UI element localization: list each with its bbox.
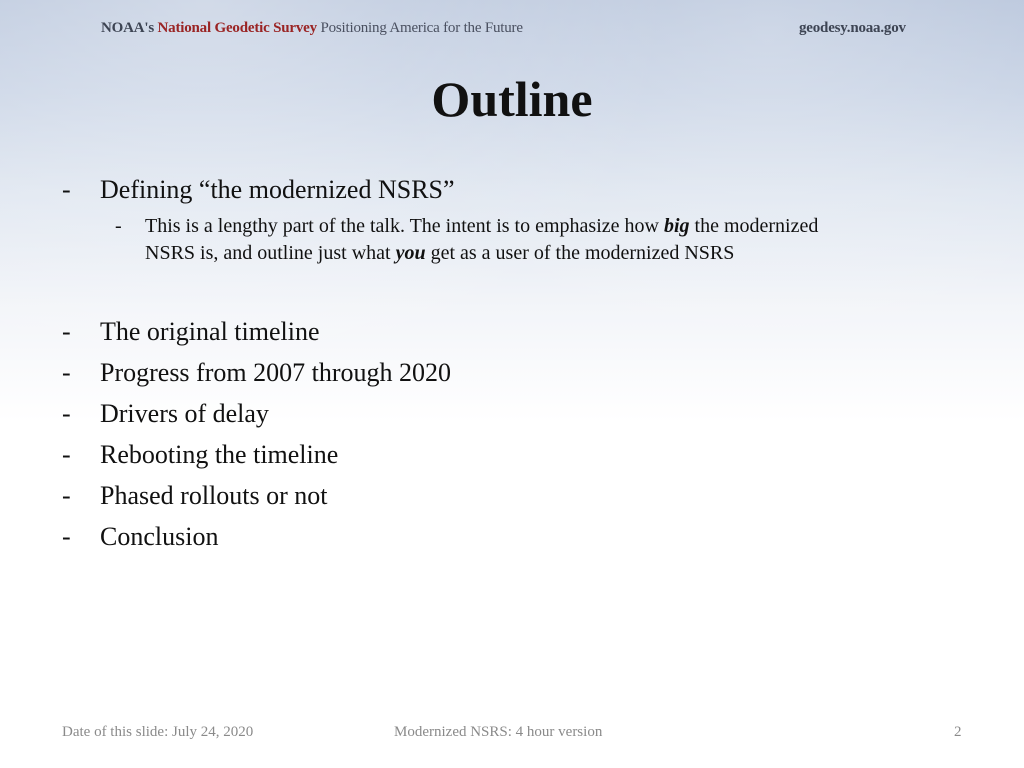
bullet: - [62,358,71,387]
outline-subitem [115,213,818,267]
outline-item [62,481,328,511]
bullet: - [62,175,71,204]
bullet: - [62,440,71,469]
bullet: - [62,522,71,551]
outline-item [62,317,320,347]
bullet: - [62,317,71,346]
header-tagline: Positioning America for the Future [320,20,523,36]
outline-item [62,440,338,470]
sub-text: This is a lengthy part of the talk. The intent is to emphasize how [145,215,664,237]
sub-emphasis: you [395,242,426,264]
header-banner [101,20,523,37]
bullet: - [62,481,71,510]
outline-item [62,399,269,429]
header-noaa: NOAA's [101,20,154,36]
item-label: Defining “the modernized NSRS” [100,175,455,204]
item-label: Phased rollouts or not [100,481,328,510]
bullet: - [62,399,71,428]
header-url [799,20,906,37]
sub-emphasis: big [663,215,690,237]
sub-text: NSRS is, and outline just what [145,242,396,264]
outline-item [62,522,218,552]
footer-date: Date of this slide: July 24, 2020 [62,724,254,740]
header-url-text: geodesy.noaa.gov [799,20,906,36]
header-ngs: National Geodetic Survey [157,20,317,36]
slide-title: Outline [431,71,593,127]
item-label: Conclusion [100,522,219,551]
item-label: Rebooting the timeline [100,440,339,469]
outline-item [62,175,455,205]
item-label: Drivers of delay [100,399,269,428]
outline-item [62,358,451,388]
item-label: Progress from 2007 through 2020 [100,358,451,387]
page-number: 2 [954,724,962,740]
sub-text: the modernized [689,215,819,237]
sub-text: get as a user of the modernized NSRS [425,242,735,264]
item-label: The original timeline [100,317,320,346]
footer-title: Modernized NSRS: 4 hour version [394,724,603,740]
bullet: - [115,215,122,237]
